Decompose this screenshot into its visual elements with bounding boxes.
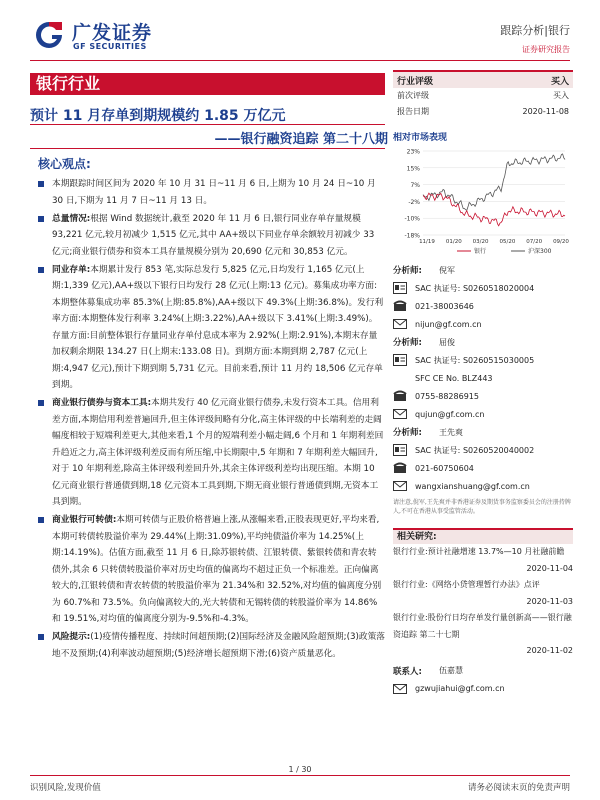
legend-label: 沪深300 [528,248,552,255]
related-item [393,544,573,577]
phone-icon [393,390,407,402]
footer-disclaimer: 请务必阅读末页的免责声明 [467,783,570,793]
related-item-text[interactable]: 银行行业:预计社融增速 13.7%—10 月社融前瞻 [393,547,565,556]
summary-paragraph [38,512,385,628]
y-tick-label: -10% [404,215,420,223]
x-tick-label: 09/20 [553,239,569,245]
relative-performance-chart [393,143,573,261]
prev-rating-value: 买入 [553,91,569,100]
bullet-icon [38,267,44,273]
rating-label: 行业评级 [397,76,434,87]
email-icon [393,408,407,420]
analyst-name: 倪军 [439,265,455,275]
paragraph-lead: 商业银行债券与资本工具: [52,398,152,408]
logo-en-text: GF SECURITIES [73,42,147,51]
related-item-text[interactable]: 银行行业:股份行日均存单发行量创新高——银行融资追踪 第二十七期 [393,613,572,639]
rating-header [393,70,573,88]
summary-paragraph [38,395,385,511]
paragraph-lead: 商业银行可转债: [52,515,117,525]
bullet-icon [38,181,44,187]
summary-body [38,176,385,664]
id-card-icon [393,444,407,456]
sac-number: S0260520040002 [462,445,535,455]
paragraph-text: 本期跟踪时间区间为 2020 年 10 月 31 日~11 月 6 日,上期为 10 月 24 日~10 月 30 日,下期为 11 月 7 日~11 月 13 日。 [52,179,376,206]
analyst-name: 王先爽 [439,427,463,437]
x-tick-label: 07/20 [526,239,543,245]
summary-paragraph [38,176,385,209]
company-logo [34,14,184,54]
header-divider [30,60,570,61]
sac-number: S0260515030005 [462,355,535,365]
email-icon [393,480,407,492]
footer-slogan: 识别风险,发现价值 [30,783,101,793]
x-tick-label: 01/20 [445,239,462,245]
core-view-heading: 核心观点: [38,157,91,171]
report-subtag: 证券研究报告 [522,45,570,54]
analyst-label: 分析师: [393,338,422,348]
x-tick-label: 03/20 [472,239,489,245]
summary-paragraph [38,211,385,261]
chart-svg [393,143,573,261]
phone-number: 021-60750604 [415,463,474,473]
disclaimer-note: 请注意,倪军,王先爽并非香港证券及期货事务监察委员会的注册持牌人,不可在香港从事受监管活动。 [393,499,571,515]
paragraph-text: (1)疫情传播程度、持续时间超预期;(2)国际经济及金融风险超预期;(3)政策落地不及预期;(4)利率波动超预期;(5)经济增长超预期下滑;(6)资产质量恶化。 [52,632,385,659]
chart-title: 相对市场表现 [393,133,448,143]
sidebar [393,70,573,698]
related-header: 相关研究: [393,528,573,544]
contact-name: 伍嘉慧 [439,666,463,675]
y-tick-label: 15% [406,165,420,173]
prev-rating-label: 前次评级 [397,91,429,100]
contact-email: gzwujiahui@gf.com.cn [415,684,505,693]
paragraph-text: 本期可转债与正股价格普遍上涨,从涨幅来看,正股表现更好,平均来看,本期可转债转股溢价率为 29.44%(上期:31.09%),平均纯债溢价率为 14.25%(上期:14.19%)。估值方面,截至 11 月 6 日,除苏银转债、江银转债、紫银转债和青农转债外,其余 6 只转债转股溢价率对历史均值的偏离均不超过正负一个标准差。正向偏离较大的,江银转债和青农转债的转股溢价率为 21.34%和 32.52%,对均值的偏离度分别为 60.7%和 73.5%。负向偏离较大的,光大转债和无锡转债的转股溢价率为 14.86%和 19.51%,对均值的偏离度分别为-9.5%和-4.3%。 [52,515,382,624]
paragraph-text: 根据 Wind 数据统计,截至 2020 年 11 月 6 日,银行同业存单存量规模 93,221 亿元,较月初减少 1,515 亿元,其中 AA+级以下同业存单余额较月初减少 33 亿元;商业银行债券和资本工具存量规模分别为 20,690 亿元和 30,853 亿元。 [52,213,375,257]
sac-label: SAC 执证号: [415,445,461,455]
related-item [393,610,573,660]
bullet-icon [38,216,44,222]
sac-label: SAC 执证号: [415,283,461,293]
contact-label: 联系人: [393,666,422,677]
x-tick-label: 11/19 [419,239,435,245]
related-item-text[interactable]: 银行行业:《网络小贷管理暂行办法》点评 [393,580,540,589]
industry-banner: 银行行业 [30,73,385,95]
paragraph-lead: 同业存单: [52,264,91,275]
related-item-date: 2020-11-04 [526,563,573,573]
spacer [393,372,407,384]
related-item [393,577,573,610]
bullet-icon [38,634,44,640]
email-icon [393,683,407,695]
phone-icon [393,462,407,474]
email-address: wangxianshuang@gf.com.cn [415,481,530,491]
series-line-bank [423,193,565,226]
report-date-value: 2020-11-08 [522,107,569,116]
report-date-row [393,104,573,120]
related-item-date: 2020-11-02 [526,646,573,655]
id-card-icon [393,282,407,294]
page-number: 1 / 30 [288,765,312,774]
phone-number: 0755-88286915 [415,391,479,401]
email-address: nijun@gf.com.cn [415,319,482,329]
logo-cn-text: 广发证券 [72,22,153,44]
prev-rating-row [393,88,573,104]
email-address: qujun@gf.com.cn [415,409,485,419]
title-divider [30,124,385,125]
footer-divider [30,775,570,776]
summary-paragraph [38,262,385,394]
report-date-label: 报告日期 [397,107,429,116]
sac-number: S0260518020004 [462,283,535,293]
series-line-hs300 [423,154,565,210]
y-tick-label: 23% [406,148,420,156]
gf-logo-icon [34,20,64,50]
y-tick-label: 7% [410,182,420,190]
y-tick-label: -2% [408,198,420,206]
x-tick-label: 05/20 [499,239,516,245]
related-item-date: 2020-11-03 [526,596,573,606]
rating-value: 买入 [550,76,569,87]
subtitle-divider [30,148,385,149]
contact-row [393,662,573,680]
paragraph-text: 本期共发行 40 亿元商业银行债券,未发行资本工具。信用利差方面,本期信用利差普遍回升,但主体评级间略有分化,高主体评级的中长端利差的走阔幅度相较于短端利差更大,其他来看,1 个月的短端利差小幅走阔,6 个月和 1 年期利差回升趋近之力,高主体评级利差反而有所压缩,中长期限中,5 年期和 7 年期利差大幅回升,对于 10 年期利差,除高主体评级利差回升外,其余主体评级利差均出现压缩。本期 10 亿元商业银行普通债到期,18 亿元资本工具到期,下期无商业银行普通债到期,无资本工具到期。 [52,398,384,507]
analyst-block [393,261,573,495]
legend-label: 银行 [474,248,487,255]
bullet-icon [38,400,44,406]
phone-number: 021-38003646 [415,301,474,311]
bullet-icon [38,517,44,523]
sac-label: SAC 执证号: [415,355,461,365]
paragraph-text: 本期累计发行 853 笔,实际总发行 5,825 亿元,日均发行 1,165 亿元(上期:1,339 亿元),AA+级以下银行日均发行 28 亿元(上期:13 亿元)。募集成功率方面:本期整体募集成功率 85.3%(上期:85.8%),AA+级以下 49.3%(上期:36.8%)。发行利率方面:本期整体发行利率 3.24%(上期:3.22%),AA+级以下 3.41%(上期:3.49%)。存量方面:目前整体银行存量同业存单付息成本率为 2.92%(上期:2.91%),本期末存量加权剩余期限 134.27 日(上期末:133.08 日)。到期方面:本期到期 2,787 亿元(上期:4,947 亿元),预计下期到期 5,731 亿元。目前来看,预计 11 月约 18,506 亿元存单到期。 [52,264,384,390]
y-tick-label: -18% [404,232,420,240]
paragraph-lead: 总量情况: [52,213,91,224]
phone-icon [393,300,407,312]
report-title: 预计 11 月存单到期规模约 1.85 万亿元 [30,108,286,124]
contact-email-row [393,680,573,698]
paragraph-lead: 风险提示: [52,632,91,642]
analyst-name: 屈俊 [439,337,455,347]
report-tag: 跟踪分析|银行 [500,24,570,37]
summary-paragraph [38,629,385,662]
email-icon [393,318,407,330]
id-card-icon [393,354,407,366]
sfc-number: SFC CE No. BLZ443 [415,373,493,383]
analyst-label: 分析师: [393,266,422,276]
report-subtitle: ——银行融资追踪 第二十八期 [214,132,388,147]
analyst-label: 分析师: [393,428,422,438]
